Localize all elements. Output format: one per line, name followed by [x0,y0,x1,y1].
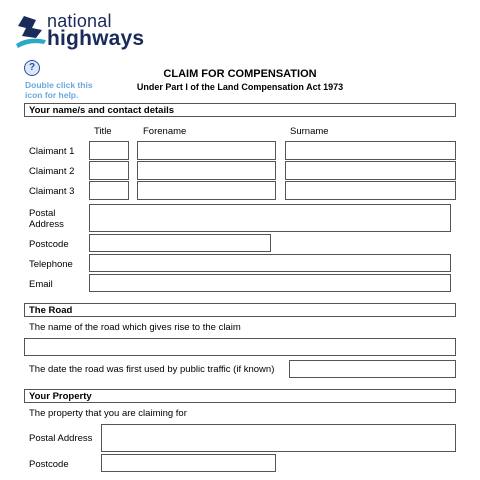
claimant-2-surname-input[interactable] [285,161,456,180]
claimant-1-forename-input[interactable] [137,141,276,160]
claimant-3-forename-input[interactable] [137,181,276,200]
postal-address-label-line1: Postal [29,208,56,219]
claimant-1-surname-input[interactable] [285,141,456,160]
property-prompt: The property that you are claiming for [29,408,187,419]
property-postcode-input[interactable] [101,454,276,472]
telephone-input[interactable] [89,254,451,272]
form-subtitle: Under Part I of the Land Compensation Act 1973 [136,82,344,92]
section-heading-road: The Road [24,303,456,317]
claimant-3-label: Claimant 3 [29,186,75,197]
claimant-3-title-input[interactable] [89,181,129,200]
postcode-label: Postcode [29,239,69,250]
road-date-prompt: The date the road was first used by public traffic (if known) [29,364,275,375]
property-postal-address-input[interactable] [101,424,456,452]
road-name-prompt: The name of the road which gives rise to the claim [29,322,241,333]
telephone-label: Telephone [29,259,73,270]
property-postal-address-label: Postal Address [29,433,93,444]
road-date-input[interactable] [289,360,456,378]
postcode-input[interactable] [89,234,271,252]
claimant-2-title-input[interactable] [89,161,129,180]
column-header-surname: Surname [290,126,329,137]
claimant-1-label: Claimant 1 [29,146,75,157]
postal-address-input[interactable] [89,204,451,232]
help-question-icon[interactable]: ? [24,60,40,76]
section-heading-property: Your Property [24,389,456,403]
help-text: Double click this icon for help. [25,80,93,100]
property-postcode-label: Postcode [29,459,69,470]
column-header-title: Title [94,126,112,137]
section-heading-contact: Your name/s and contact details [24,103,456,117]
road-name-input[interactable] [24,338,456,356]
postal-address-label-line2: Address [29,219,64,230]
national-highways-logo [14,14,48,50]
logo-text-national: national [47,11,112,31]
email-input[interactable] [89,274,451,292]
logo-mark-icon [14,14,48,50]
claimant-2-label: Claimant 2 [29,166,75,177]
claimant-3-surname-input[interactable] [285,181,456,200]
logo-text-highways: highways [47,27,145,50]
claimant-2-forename-input[interactable] [137,161,276,180]
column-header-forename: Forename [143,126,187,137]
form-title: CLAIM FOR COMPENSATION [163,68,317,80]
claimant-1-title-input[interactable] [89,141,129,160]
email-label: Email [29,279,53,290]
